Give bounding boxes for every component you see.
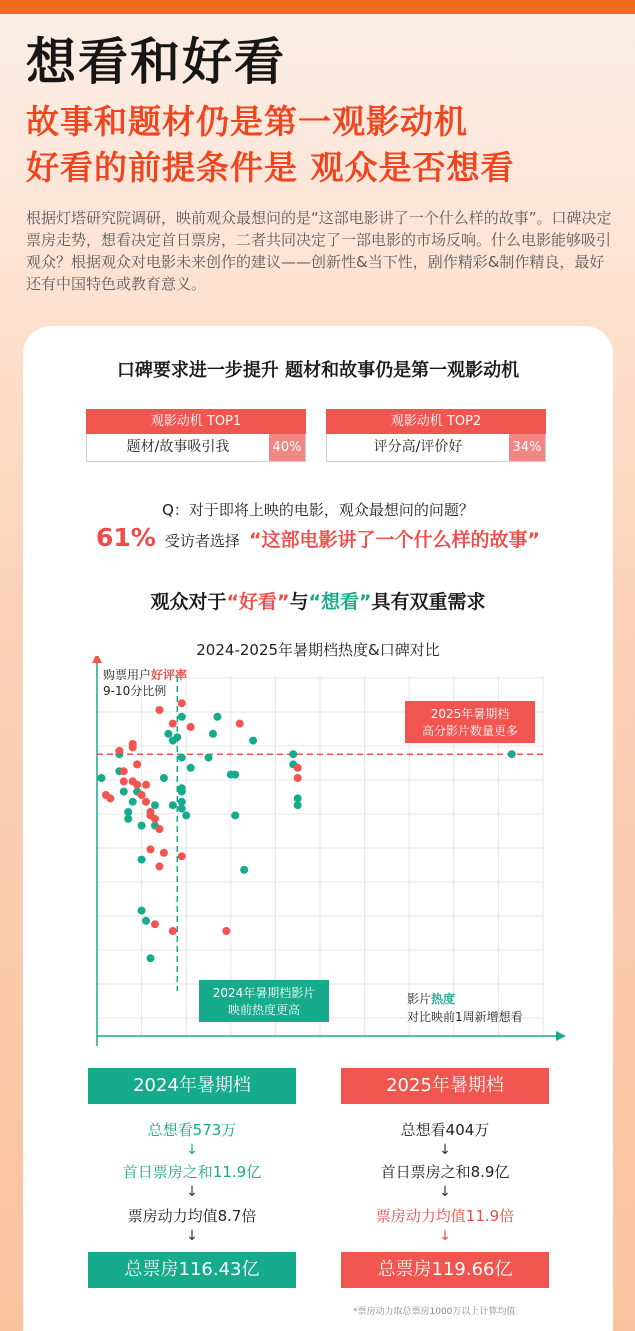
point-2024 xyxy=(129,798,137,806)
point-2024 xyxy=(231,811,239,819)
card-title: 口碑要求进一步提升 题材和故事仍是第一观影动机 xyxy=(116,360,520,381)
right-step1: 总想看404万 xyxy=(400,1121,490,1139)
point-2024 xyxy=(160,774,168,782)
point-2025 xyxy=(133,781,141,789)
motive-top2-label: 评分高/评价好 xyxy=(373,439,463,455)
right-arrow2: ↓ xyxy=(439,1184,451,1200)
point-2025 xyxy=(138,791,146,799)
answer-quote: “这部电影讲了一个什么样的故事” xyxy=(249,529,541,551)
left-total: 总票房116.43亿 xyxy=(88,1252,296,1288)
motive-top1-box xyxy=(86,409,306,462)
annotation-2025-line2: 高分影片数量更多 xyxy=(421,724,519,738)
point-2025 xyxy=(160,849,168,857)
annotation-2024-line1: 2024年暑期档影片 xyxy=(212,986,316,1000)
point-2024 xyxy=(178,713,186,721)
survey-answer xyxy=(23,523,613,552)
point-2024 xyxy=(213,713,221,721)
point-2024 xyxy=(138,856,146,864)
annotation-2025-line1: 2025年暑期档 xyxy=(430,707,510,721)
dual-pre: 观众对于 xyxy=(150,591,227,613)
point-2024 xyxy=(182,811,190,819)
point-2025 xyxy=(178,852,186,860)
point-2024 xyxy=(97,774,105,782)
dual-post: 具有双重需求 xyxy=(371,591,486,613)
x-axis-label-line2: 对比映前1周新增想看 xyxy=(407,1010,523,1024)
point-2024 xyxy=(178,754,186,762)
left-arrow1: ↓ xyxy=(186,1142,198,1158)
point-2025 xyxy=(169,927,177,935)
point-2025 xyxy=(151,815,159,823)
footnote: *票房动力取总票房1000万以上计算均值 xyxy=(353,1307,516,1317)
point-2025 xyxy=(151,920,159,928)
point-2024 xyxy=(209,730,217,738)
point-2025 xyxy=(155,706,163,714)
headline-line-2: 好看的前提条件是 观众是否想看 xyxy=(26,148,515,187)
point-2024 xyxy=(205,754,213,762)
top-accent-bar xyxy=(0,0,635,14)
answer-percent: 61% xyxy=(95,523,156,552)
point-2024 xyxy=(124,808,132,816)
right-step2: 首日票房之和8.9亿 xyxy=(380,1163,510,1181)
point-2024 xyxy=(294,801,302,809)
point-2024 xyxy=(178,784,186,792)
dual-mid: 与 xyxy=(289,591,309,613)
right-total: 总票房119.66亿 xyxy=(341,1252,549,1288)
intro-paragraph: 根据灯塔研究院调研，映前观众最想问的是“这部电影讲了一个什么样的故事”。口碑决定票房走势，想看决定首日票房，二者共同决定了一部电影的市场反响。什么电影能够吸引观众？根据观众对电影未来创作的建议——创新性&当下性，剧作精彩&制作精良，最好还有中国特色或教育意义。 xyxy=(26,209,612,293)
chart-title: 2024-2025年暑期档热度&口碑对比 xyxy=(196,641,440,659)
left-step2: 首日票房之和11.9亿 xyxy=(122,1163,262,1181)
point-2025 xyxy=(178,699,186,707)
dual-word-want: “想看” xyxy=(308,591,372,613)
summer-2024-title: 2024年暑期档 xyxy=(88,1068,296,1104)
point-2025 xyxy=(294,764,302,772)
left-step3: 票房动力均值8.7倍 xyxy=(127,1207,257,1225)
dual-word-good: “好看” xyxy=(226,591,290,613)
point-2024 xyxy=(187,764,195,772)
point-2025 xyxy=(129,740,137,748)
point-2024 xyxy=(151,801,159,809)
survey-question: Q：对于即将上映的电影，观众最想问的问题？ xyxy=(162,501,474,519)
x-axis-arrow xyxy=(556,1031,566,1041)
point-2025 xyxy=(106,794,114,802)
motive-top1-pct: 40% xyxy=(269,434,305,461)
point-2025 xyxy=(222,927,230,935)
y-axis-arrow xyxy=(92,656,102,663)
point-2025 xyxy=(133,760,141,768)
point-2025 xyxy=(142,781,150,789)
motive-top2-pct: 34% xyxy=(509,434,545,461)
right-arrow3: ↓ xyxy=(439,1228,451,1244)
scatter-chart xyxy=(23,656,613,1056)
point-2025 xyxy=(120,767,128,775)
page-title: 想看和好看 xyxy=(26,33,286,91)
motive-top2-header: 观影动机 TOP2 xyxy=(326,409,546,434)
right-step3: 票房动力均值11.9倍 xyxy=(375,1207,515,1225)
point-2024 xyxy=(173,733,181,741)
left-step1: 总想看573万 xyxy=(147,1121,237,1139)
point-2024 xyxy=(138,822,146,830)
motive-top2-box xyxy=(326,409,546,462)
point-2024 xyxy=(164,730,172,738)
point-2025 xyxy=(155,862,163,870)
point-2024 xyxy=(240,866,248,874)
content-card xyxy=(23,326,613,1331)
left-arrow3: ↓ xyxy=(186,1228,198,1244)
annotation-2024-line2: 映前热度更高 xyxy=(227,1003,301,1017)
point-2024 xyxy=(169,801,177,809)
motive-top1-label: 题材/故事吸引我 xyxy=(126,439,230,455)
point-2024 xyxy=(147,954,155,962)
point-2024 xyxy=(231,771,239,779)
right-arrow1: ↓ xyxy=(439,1142,451,1158)
point-2024 xyxy=(178,798,186,806)
point-2024 xyxy=(249,737,257,745)
y-axis-label: 购票用户好评率 xyxy=(103,668,188,682)
dual-demand-heading xyxy=(23,587,613,614)
point-2025 xyxy=(120,777,128,785)
headline-line-1: 故事和题材仍是第一观影动机 xyxy=(26,102,468,141)
point-2024 xyxy=(508,750,516,758)
left-arrow2: ↓ xyxy=(186,1184,198,1200)
point-2025 xyxy=(155,825,163,833)
point-2025 xyxy=(147,845,155,853)
answer-mid-text: 受访者选择 xyxy=(164,532,240,550)
point-2025 xyxy=(187,723,195,731)
point-2025 xyxy=(142,798,150,806)
point-2025 xyxy=(294,774,302,782)
point-2024 xyxy=(138,907,146,915)
point-2024 xyxy=(124,815,132,823)
summer-2025-title: 2025年暑期档 xyxy=(341,1068,549,1104)
x-axis-label: 影片热度 xyxy=(407,992,456,1006)
point-2025 xyxy=(236,720,244,728)
y-axis-label-line2: 9-10分比例 xyxy=(103,684,167,698)
point-2024 xyxy=(120,788,128,796)
point-2024 xyxy=(142,917,150,925)
point-2024 xyxy=(289,750,297,758)
point-2025 xyxy=(115,747,123,755)
motive-top1-header: 观影动机 TOP1 xyxy=(86,409,306,434)
point-2025 xyxy=(169,720,177,728)
